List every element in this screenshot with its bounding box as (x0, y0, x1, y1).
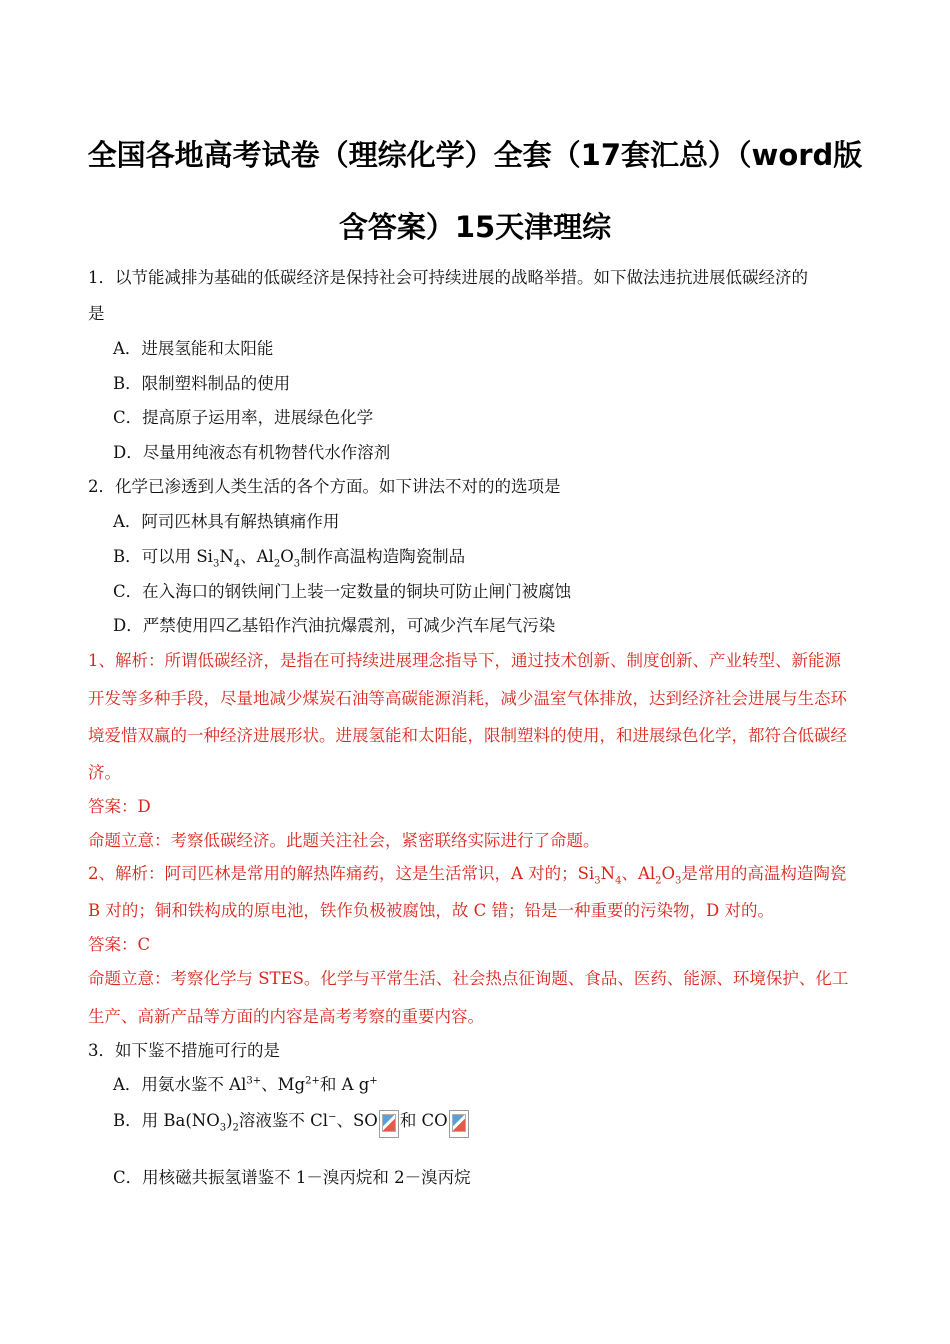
answer-1: 答案：D (88, 797, 151, 816)
answer-2: 答案：C (88, 935, 151, 954)
analysis-2-line-2: B 对的；铜和铁构成的原电池，铁作负极被腐蚀，故 C 错；铅是一种重要的污染物，D 对的。 (88, 901, 774, 920)
question-1-option-b: B．限制塑料制品的使用 (113, 374, 291, 393)
question-2-option-b: B．可以用 $Si_3N_4$、$Al_2O_3$制作高温构造陶瓷制品 (113, 547, 466, 570)
question-2-option-a: A．阿司匹林具有解热镇痛作用 (113, 512, 340, 531)
question-3-stem: 3．如下鉴不措施可行的是 (88, 1041, 280, 1060)
question-1-option-d: D．尽量用纯液态有机物替代水作溶剂 (113, 443, 391, 462)
document-title-line-2: 含答案）15天津理综 (338, 210, 612, 244)
intent-1: 命题立意：考察低碳经济。此题关注社会，紧密联络实际进行了命题。 (88, 831, 600, 850)
analysis-1-line-2: 开发等多种手段，尽量地减少煤炭石油等高碳能源消耗，减少温室气体排放，达到经济社会进展与生态环 (88, 689, 847, 708)
intent-2-line-1: 命题立意：考察化学与 STES。化学与平常生活、社会热点征询题、食品、医药、能源、环境保护、化工 (88, 969, 849, 988)
question-2-stem: 2．化学已渗透到人类生活的各个方面。如下讲法不对的的选项是 (88, 477, 561, 496)
question-1-stem: 1．以节能减排为基础的低碳经济是保持社会可持续进展的战略举措。如下做法违抗进展低碳经济的 (88, 268, 808, 287)
analysis-1-line-3: 境爱惜双赢的一种经济进展形状。进展氢能和太阳能，限制塑料的使用，和进展绿色化学，都符合低碳经 (88, 726, 847, 745)
missing-image-icon (449, 1110, 469, 1138)
question-2-option-c: C．在入海口的钢铁闸门上装一定数量的铜块可防止闸门被腐蚀 (113, 582, 572, 601)
question-1-option-c: C．提高原子运用率，进展绿色化学 (113, 408, 374, 427)
question-3-option-c: C．用核磁共振氢谱鉴不 1－溴丙烷和 2－溴丙烷 (113, 1168, 471, 1187)
question-1-option-a: A．进展氢能和太阳能 (113, 339, 274, 358)
analysis-1-line-4: 济。 (88, 763, 121, 782)
document-title-line-1: 全国各地高考试卷（理综化学）全套（17套汇总）（word版 (87, 138, 863, 172)
missing-image-icon (379, 1110, 399, 1138)
question-1-stem-continued: 是 (88, 304, 105, 323)
analysis-2-line-1: 2、解析：阿司匹林是常用的解热阵痛药，这是生活常识，A 对的；$Si_3N_4$、$Al_2O_3$是常用的高温构造陶瓷 (88, 864, 847, 887)
question-3-option-b: B．用 $Ba(NO_3)_2$溶液鉴不 Cl−、SO 和 CO (113, 1110, 470, 1138)
analysis-1-line-1: 1、解析：所谓低碳经济，是指在可持续进展理念指导下，通过技术创新、制度创新、产业转型、新能源 (88, 651, 841, 670)
question-2-option-d: D．严禁使用四乙基铅作汽油抗爆震剂，可减少汽车尾气污染 (113, 616, 556, 635)
intent-2-line-2: 生产、高新产品等方面的内容是高考考察的重要内容。 (88, 1007, 484, 1026)
question-3-option-a: A．用氨水鉴不 $Al^{3+}$、$Mg^{2+}$和 A g+ (113, 1075, 378, 1094)
